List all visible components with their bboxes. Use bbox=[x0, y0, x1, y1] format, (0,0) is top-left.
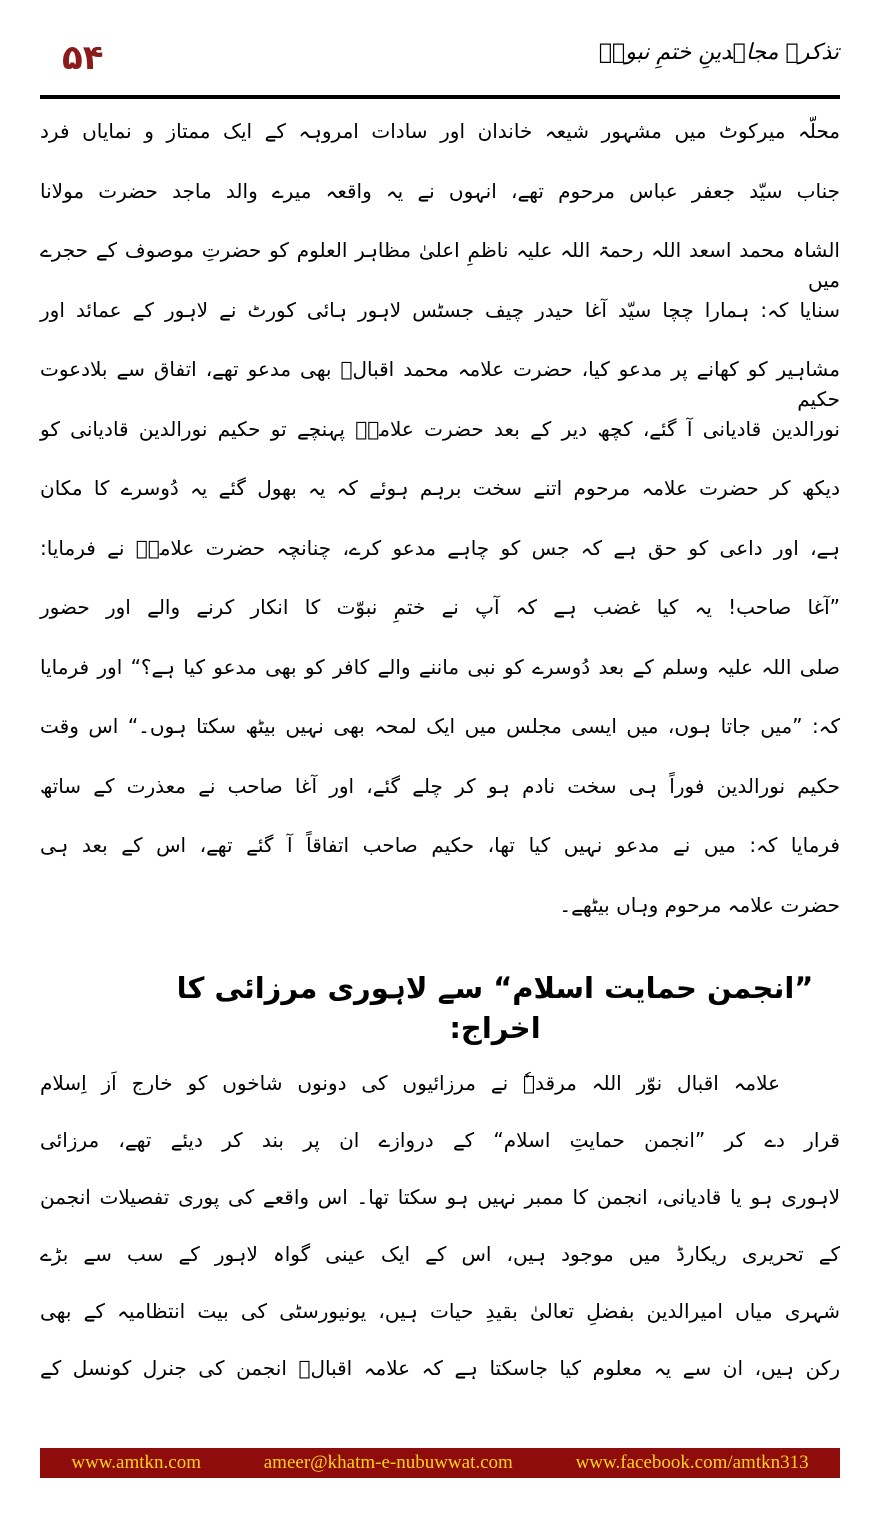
text-line: صلی اللہ علیہ وسلم کے بعد دُوسرے کو نبی ماننے والے کافر کو بھی مدعو کیا ہے؟“ اور فرمایا bbox=[40, 654, 840, 679]
footer-website-link[interactable]: www.amtkn.com bbox=[71, 1452, 201, 1473]
text-line: الشاہ محمد اسعد اللہ رحمۃ اللہ علیہ ناظمِ اعلیٰ مظاہر العلوم کو حضرتِ موصوف کے حجرے میں bbox=[40, 238, 840, 292]
footer-facebook-link[interactable]: www.facebook.com/amtkn313 bbox=[575, 1452, 809, 1473]
text-line: کہ: ”میں جاتا ہوں، میں ایسی مجلس میں ایک لمحہ بھی نہیں بیٹھ سکتا ہوں۔“ اس وقت bbox=[40, 714, 840, 738]
text-line: لاہوری ہو یا قادیانی، انجمن کا ممبر نہیں ہو سکتا تھا۔ اس واقعے کی پوری تفصیلات انجمن bbox=[40, 1185, 840, 1209]
section-heading: ”انجمن حمایت اسلام“ سے لاہوری مرزائی کا اخراج: bbox=[176, 971, 814, 1045]
text-line: ہے، اور داعی کو حق ہے کہ جس کو چاہے مدعو کرے، چنانچہ حضرت علامہؒ نے فرمایا: bbox=[40, 535, 840, 560]
text-line: ”آغا صاحب! یہ کیا غضب ہے کہ آپ نے ختمِ نبوّت کا انکار کرنے والے اور حضور bbox=[40, 595, 840, 619]
footer-email-link[interactable]: ameer@khatm-e-nubuwwat.com bbox=[263, 1452, 513, 1473]
text-line: سنایا کہ: ہمارا چچا سیّد آغا حیدر چیف جسٹس لاہور ہائی کورٹ نے لاہور کے عمائد اور bbox=[40, 297, 840, 322]
text-line: نورالدین قادیانی آ گئے، کچھ دیر کے بعد حضرت علامہؒ پہنچے تو حکیم نورالدین قادیانی کو bbox=[40, 416, 840, 441]
text-line: محلّہ میرکوٹ میں مشہور شیعہ خاندان اور سادات امروہہ کے ایک ممتاز و نمایاں فرد bbox=[40, 119, 840, 143]
text-line: فرمایا کہ: میں نے مدعو نہیں کیا تھا، حکیم صاحب اتفاقاً آ گئے تھے، اس کے بعد ہی bbox=[40, 833, 840, 857]
text-line: حکیم نورالدین فوراً ہی سخت نادم ہو کر چلے گئے، اور آغا صاحب نے معذرت کے ساتھ bbox=[40, 773, 840, 798]
running-title: تذکرۂ مجاہدینِ ختمِ نبوتؐ bbox=[598, 40, 839, 65]
text-line: شہری میاں امیرالدین بفضلِ تعالیٰ بقیدِ حیات ہیں، یونیورسٹی کی بیت انتظامیہ کے بھی bbox=[40, 1299, 840, 1323]
text-line: رکن ہیں، ان سے یہ معلوم کیا جاسکتا ہے کہ علامہ اقبالؒ انجمن کی جنرل کونسل کے bbox=[40, 1356, 840, 1380]
text-line: علامہ اقبال نوّر اللہ مرقدہٗ نے مرزائیوں کی دونوں شاخوں کو خارج اَز اِسلام bbox=[40, 1071, 780, 1095]
text-line: مشاہیر کو کھانے پر مدعو کیا، حضرت علامہ محمد اقبالؒ بھی مدعو تھے، اتفاق سے بلادعوت حکیم bbox=[40, 357, 840, 411]
text-line: حضرت علامہ مرحوم وہاں بیٹھے۔ bbox=[559, 892, 840, 917]
text-line: کے تحریری ریکارڈ میں موجود ہیں، اس کے ایک عینی گواہ لاہور کے سب سے بڑے bbox=[40, 1242, 840, 1266]
page-number: ۵۴ bbox=[62, 38, 104, 78]
text-line: جناب سیّد جعفر عباس مرحوم تھے، انہوں نے یہ واقعہ میرے والد ماجد حضرت مولانا bbox=[40, 178, 840, 203]
text-line: قرار دے کر ”انجمن حمایتِ اسلام“ کے دروازے ان پر بند کر دیئے تھے، مرزائی bbox=[40, 1128, 840, 1152]
header-rule bbox=[40, 95, 840, 99]
text-line: دیکھ کر حضرت علامہ مرحوم اتنے سخت برہم ہوئے کہ یہ بھول گئے یہ دُوسرے کا مکان bbox=[40, 476, 840, 500]
footer-bar bbox=[40, 1448, 840, 1478]
